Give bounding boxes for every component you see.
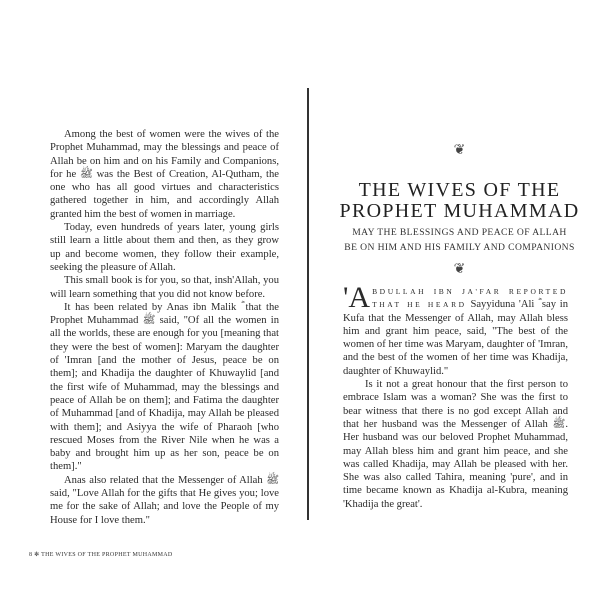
right-page	[309, 0, 610, 610]
paragraph: Today, even hundreds of years later, young girls still learn a little about them and then, as they grow up and become women, they follow their example, seeking the pleasure of Allah.	[50, 222, 279, 273]
chapter-title	[309, 180, 610, 222]
subtitle-line: MAY THE BLESSINGS AND PEACE OF ALLAH	[352, 227, 567, 238]
small-caps-lead: BDULLAH IBN JA'FAR REPORTED THAT HE HEARD	[372, 287, 568, 310]
paragraph: Anas also related that the Messenger of Allah ﷺ said, "Love Allah for the gifts that He gives you; love me for the sake of Allah; and love the People of my House for I love them."	[50, 474, 279, 526]
left-page-content	[29, 128, 280, 560]
paragraph: This small book is for you, so that, insh'Allah, you will learn something that you did not know before.	[50, 275, 279, 300]
paragraph: Is it not a great honour that the first person to embrace Islam was a woman? She was the first to bear witness that there is no god except Allah and that her husband was the Messenger of Allah ﷺ. Her husband was our beloved Prophet Muhammad, may Allah bless him and grant him peace, and she was called Khadija, may Allah be pleased with her. She was also called Tahira, meaning 'pure', and in time became known as Khadija al-Kubra, meaning 'Khadija the great'.	[343, 379, 568, 510]
drop-cap: 'A	[343, 281, 371, 314]
paragraph: It has been related by Anas ibn Malik ؓ that the Prophet Muhammad ﷺ said, "Of all the women in all the worlds, these are enough for you [meaning that they were the best of women]: Maryam the daughter of 'Imran [and the mother of Jesus, peace be on them]; and Khadija the daughter of Khuwaylid [and the first wife of Muhammad, may the blessings and peace of Allah be on them]; and Fatima the daughter of Muhammad [and of Khadija, may Allah be pleased with them]; and Asiyya the wife of Pharaoh [who rescued Moses from the River Nile when he was a baby and brought him up as her son, peace be on them]."	[50, 301, 279, 473]
page-folio: 8 ✻ THE WIVES OF THE PROPHET MUHAMMAD	[29, 551, 173, 558]
paragraph	[343, 281, 568, 378]
paragraph: Among the best of women were the wives of the Prophet Muhammad, may the blessings and peace of Allah be on him and on his Family and Companions, for he ﷺ was the Best of Creation, Al-Qutham, the one who has all good virtues and characteristics gathered together in him, and accordingly Allah granted him the best of women in marriage.	[50, 129, 280, 220]
title-line: PROPHET MUHAMMAD	[339, 200, 580, 222]
paragraph-text: Sayyiduna 'Ali ؓ say in Kufa that the Messenger of Allah, may Allah bless him and grant him peace, said, "The best of the women of her time was Maryam, daughter of 'Imran, and the best of the women of her time was Khadija, daughter of Khuwaylid."	[343, 299, 568, 377]
chapter-subtitle	[309, 225, 610, 255]
ornament-icon: ❦	[453, 143, 466, 158]
title-line: THE WIVES OF THE	[358, 179, 561, 201]
left-body-text	[50, 128, 279, 527]
right-body-text	[343, 281, 568, 511]
subtitle-line: BE ON HIM AND HIS FAMILY AND COMPANIONS	[344, 242, 575, 253]
ornament-icon: ❦	[453, 262, 466, 277]
